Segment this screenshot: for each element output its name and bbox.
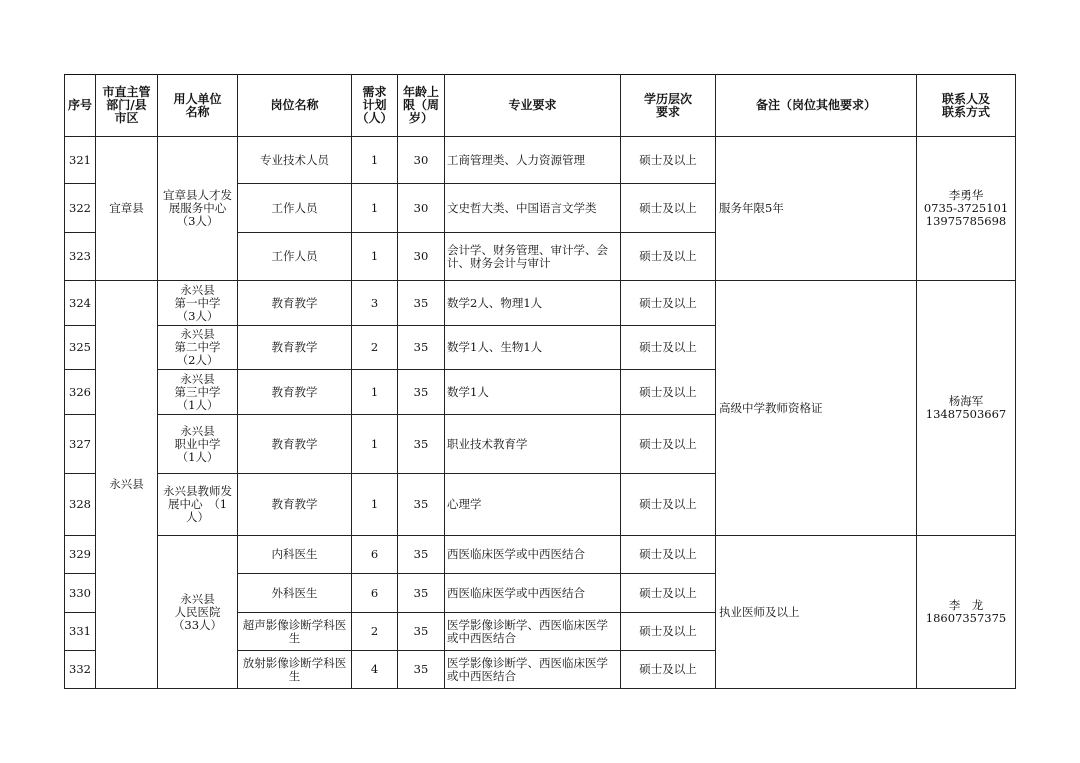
row-seq: 329 (65, 536, 96, 574)
edu-cell: 硕士及以上 (621, 613, 716, 651)
row-seq: 323 (65, 233, 96, 281)
header-post: 岗位名称 (238, 75, 352, 137)
edu-cell: 硕士及以上 (621, 326, 716, 370)
age-cell: 35 (398, 536, 445, 574)
plan-cell: 6 (352, 574, 398, 613)
unit-cell: 永兴县 第二中学 （2人） (158, 326, 238, 370)
major-cell: 西医临床医学或中西医结合 (445, 536, 621, 574)
row-seq: 326 (65, 370, 96, 415)
plan-cell: 4 (352, 651, 398, 689)
major-cell: 医学影像诊断学、西医临床医学或中西医结合 (445, 613, 621, 651)
post-cell: 教育教学 (238, 370, 352, 415)
edu-cell: 硕士及以上 (621, 651, 716, 689)
note-cell: 高级中学教师资格证 (716, 281, 917, 536)
plan-cell: 1 (352, 184, 398, 233)
post-cell: 专业技术人员 (238, 137, 352, 184)
edu-cell: 硕士及以上 (621, 474, 716, 536)
plan-cell: 1 (352, 370, 398, 415)
age-cell: 35 (398, 415, 445, 474)
post-cell: 工作人员 (238, 184, 352, 233)
age-cell: 35 (398, 326, 445, 370)
plan-cell: 1 (352, 415, 398, 474)
plan-cell: 6 (352, 536, 398, 574)
row-seq: 327 (65, 415, 96, 474)
age-cell: 35 (398, 651, 445, 689)
header-note: 备注（岗位其他要求） (716, 75, 917, 137)
unit-cell: 宜章县人才发 展服务中心 （3人） (158, 137, 238, 281)
unit-cell: 永兴县 职业中学 （1人） (158, 415, 238, 474)
header-row (65, 75, 1016, 137)
age-cell: 35 (398, 474, 445, 536)
age-cell: 35 (398, 574, 445, 613)
age-cell: 30 (398, 184, 445, 233)
post-cell: 超声影像诊断学科医生 (238, 613, 352, 651)
table-row (65, 536, 1016, 574)
table-row (65, 137, 1016, 184)
post-cell: 外科医生 (238, 574, 352, 613)
table-row (65, 281, 1016, 326)
header-major: 专业要求 (445, 75, 621, 137)
edu-cell: 硕士及以上 (621, 233, 716, 281)
post-cell: 教育教学 (238, 281, 352, 326)
row-seq: 331 (65, 613, 96, 651)
edu-cell: 硕士及以上 (621, 536, 716, 574)
row-seq: 328 (65, 474, 96, 536)
edu-cell: 硕士及以上 (621, 370, 716, 415)
contact-cell: 杨海军 13487503667 (917, 281, 1016, 536)
major-cell: 工商管理类、人力资源管理 (445, 137, 621, 184)
unit-cell: 永兴县 人民医院 （33人） (158, 536, 238, 689)
county-cell: 永兴县 (96, 281, 158, 689)
post-cell: 放射影像诊断学科医生 (238, 651, 352, 689)
age-cell: 30 (398, 233, 445, 281)
major-cell: 职业技术教育学 (445, 415, 621, 474)
post-cell: 教育教学 (238, 415, 352, 474)
header-dept: 市直主管 部门/县 市区 (96, 75, 158, 137)
major-cell: 心理学 (445, 474, 621, 536)
header-contact: 联系人及 联系方式 (917, 75, 1016, 137)
unit-cell: 永兴县 第三中学 （1人） (158, 370, 238, 415)
row-seq: 330 (65, 574, 96, 613)
note-cell: 执业医师及以上 (716, 536, 917, 689)
major-cell: 数学1人 (445, 370, 621, 415)
edu-cell: 硕士及以上 (621, 184, 716, 233)
plan-cell: 2 (352, 613, 398, 651)
major-cell: 会计学、财务管理、审计学、会计、财务会计与审计 (445, 233, 621, 281)
header-unit: 用人单位 名称 (158, 75, 238, 137)
edu-cell: 硕士及以上 (621, 281, 716, 326)
post-cell: 教育教学 (238, 474, 352, 536)
plan-cell: 1 (352, 137, 398, 184)
major-cell: 医学影像诊断学、西医临床医学或中西医结合 (445, 651, 621, 689)
recruitment-table (64, 74, 1016, 689)
contact-cell: 李 龙 18607357375 (917, 536, 1016, 689)
edu-cell: 硕士及以上 (621, 415, 716, 474)
age-cell: 35 (398, 281, 445, 326)
major-cell: 文史哲大类、中国语言文学类 (445, 184, 621, 233)
plan-cell: 1 (352, 474, 398, 536)
edu-cell: 硕士及以上 (621, 574, 716, 613)
row-seq: 325 (65, 326, 96, 370)
row-seq: 321 (65, 137, 96, 184)
age-cell: 30 (398, 137, 445, 184)
major-cell: 数学1人、生物1人 (445, 326, 621, 370)
contact-cell: 李勇华 0735-3725101 13975785698 (917, 137, 1016, 281)
age-cell: 35 (398, 370, 445, 415)
plan-cell: 1 (352, 233, 398, 281)
plan-cell: 2 (352, 326, 398, 370)
unit-cell: 永兴县教师发 展中心 （1 人） (158, 474, 238, 536)
major-cell: 西医临床医学或中西医结合 (445, 574, 621, 613)
age-cell: 35 (398, 613, 445, 651)
row-seq: 332 (65, 651, 96, 689)
post-cell: 工作人员 (238, 233, 352, 281)
header-edu: 学历层次 要求 (621, 75, 716, 137)
major-cell: 数学2人、物理1人 (445, 281, 621, 326)
header-age: 年龄上 限（周 岁） (398, 75, 445, 137)
county-cell: 宜章县 (96, 137, 158, 281)
plan-cell: 3 (352, 281, 398, 326)
row-seq: 322 (65, 184, 96, 233)
row-seq: 324 (65, 281, 96, 326)
edu-cell: 硕士及以上 (621, 137, 716, 184)
header-seq: 序号 (65, 75, 96, 137)
unit-cell: 永兴县 第一中学 （3人） (158, 281, 238, 326)
header-plan: 需求 计划 （人） (352, 75, 398, 137)
post-cell: 内科医生 (238, 536, 352, 574)
post-cell: 教育教学 (238, 326, 352, 370)
note-cell: 服务年限5年 (716, 137, 917, 281)
